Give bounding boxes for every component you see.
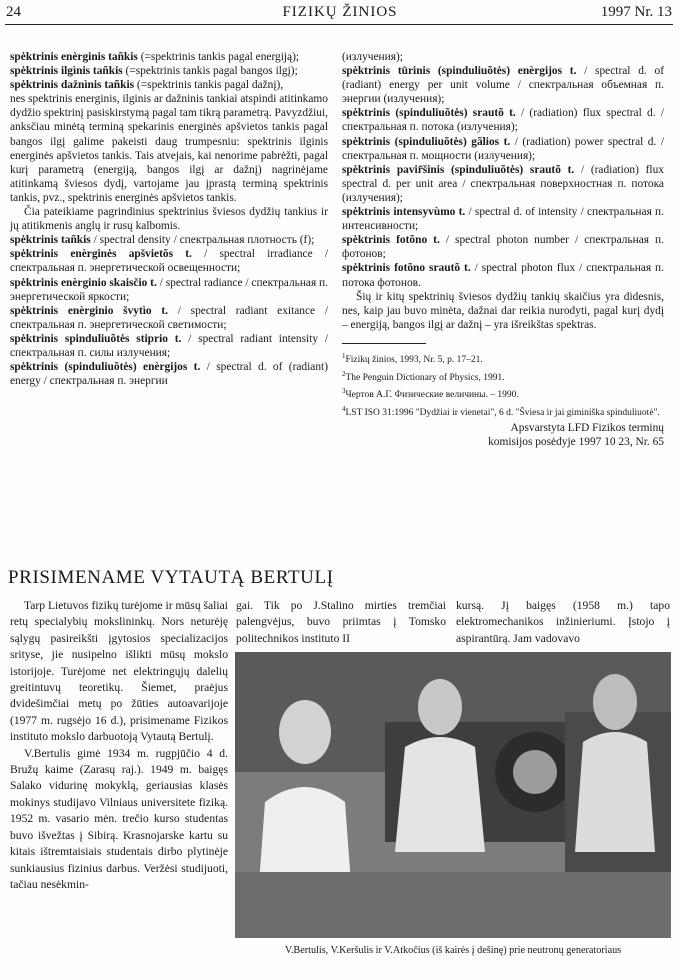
article-column-2 bbox=[236, 598, 446, 647]
term-entry bbox=[342, 205, 664, 233]
magazine-title: FIZIKŲ ŽINIOS bbox=[282, 4, 398, 20]
footnote-number: 2 bbox=[342, 369, 346, 378]
issue-number: 1997 Nr. 13 bbox=[600, 4, 672, 20]
term-name: spėktrinis spinduliuõtės stiprio t. bbox=[10, 332, 182, 345]
term-list-right bbox=[342, 64, 664, 290]
photo-caption: V.Bertulis, V.Keršulis ir V.Atkočius (iš kairės į dešinę) prie neutronų generatoriaus bbox=[284, 945, 622, 956]
footnote bbox=[342, 403, 664, 421]
footnote-number: 3 bbox=[342, 387, 346, 396]
term-name: spėktrinis (spinduliuõtės) gãlios t. bbox=[342, 135, 511, 148]
term-name: spėktrinis (spinduliuõtės) enèrgijos t. bbox=[10, 361, 201, 374]
right-column bbox=[342, 50, 664, 449]
footnote bbox=[342, 350, 664, 368]
paragraph-intro: Čia pateikiame pagrindinius spektrinius šviesos dydžių tankius ir jų atitikmenis anglų ir rusų kalbomis. bbox=[10, 206, 328, 233]
article-column-1 bbox=[10, 598, 228, 893]
footnote bbox=[342, 368, 664, 386]
article-paragraph-1: Tarp Lietuvos fizikų turėjome ir mūsų šaliai retų specialybių mokslininkų. Nors neturėję sąlygų pasireikšti įgytosios specializacijos srityse, jie nusipelno išlikti mūsų mokslo istorijoje. Turėjome net elektringųjų dalelių greitintuvų teoretikų. Šiemet, praėjus dvidešimčiai metų po žūties autoavarijoje (1977 m. rugsėjo 16 d.), prisimename Fizikos instituto mokslo darbuotoją Vytautą Bertulį. bbox=[10, 599, 228, 744]
term-entry bbox=[10, 233, 328, 247]
term-entry bbox=[10, 276, 328, 304]
footnote-text: LST ISO 31:1996 "Dydžiai ir vienetai", 6 d. "Šviesa ir jai giminiška spinduliuotė". bbox=[345, 408, 660, 418]
term-translation: / spectral photon flux / спектральная п. потока фотонов. bbox=[342, 262, 664, 289]
term-name: spėktrinis enèrginio švytìo t. bbox=[10, 304, 168, 317]
term-entry bbox=[10, 50, 328, 64]
term-entry bbox=[10, 64, 328, 78]
term-translation: / spectral radiance / спектральная п. энергетической яркости; bbox=[10, 276, 329, 303]
term-name: spėktrinis pavir̃šinis (spinduliuõtės) srautõ t. bbox=[342, 163, 575, 176]
term-entry bbox=[10, 360, 328, 388]
footnote-rule bbox=[342, 343, 426, 344]
approval-line-2: komisijos posėdyje 1997 10 23, Nr. 65 bbox=[488, 435, 664, 448]
term-entry bbox=[10, 247, 328, 275]
paragraph-closing: Šių ir kitų spektrinių šviesos dydžių tankių skaičius yra didesnis, nes, kaip jau buvo minėta, dažnai dar reikia nurodyti, pagal kurį dydį – energiją, bangos ilgį ar dažnį – yra išreikštas spektras. bbox=[342, 290, 664, 331]
term-name: spėktrinis ilgìnis tañkis bbox=[10, 65, 123, 78]
term-translation: / spectral d. of (radiant) energy per unit volume / спектральная объемная п. энергии (излучения); bbox=[342, 65, 664, 106]
term-name: spėktrinis tañkis bbox=[10, 234, 91, 247]
term-list-main bbox=[10, 233, 328, 388]
article-column-3 bbox=[456, 598, 670, 647]
left-column bbox=[10, 50, 328, 388]
term-entry bbox=[342, 64, 664, 106]
footnote bbox=[342, 385, 664, 403]
article-paragraph-4: kursą. Jį baigęs (1958 m.) tapo elektromechanikos inžinieriumi. Įstojo į aspirantūrą. Jam vadovavo bbox=[456, 599, 670, 645]
term-translation: (=spektrinis tankis pagal dažnį), bbox=[134, 79, 284, 92]
paragraph-explanation: nes spektrinis energinis, ilginis ar dažninis tankiai atspindi atitinkamo dydžio spektrinį pasiskirstymą pagal tam tikrą parametrą. Pavyzdžiui, anksčiau minėtą terminą spekarinis energinės apšvietos tankis pagal bangos ilgį galime pakeisti daug trumpesniu: spektrinis ilginis energinės apšvietos tankis. Tais atvejais, kai nenorime pabrėžti, pagal kurį parametrą (energiją, bangos ilgį ar dažnį) nagrinėjame atitinkamą šviesos dydį, vartojame jau įprastą terminą spektrinis tankis, pvz., spektrinis energinės apšvietos tankis. bbox=[10, 93, 328, 204]
term-entry bbox=[342, 163, 664, 205]
term-entry bbox=[10, 332, 328, 360]
term-name: spėktrinis intensyvùmo t. bbox=[342, 206, 466, 219]
term-translation: / spectral irradiance / спектральная п. энергетической освещенности; bbox=[10, 248, 328, 275]
term-entry bbox=[342, 135, 664, 163]
term-name: spėktrinis (spinduliuõtės) srautõ t. bbox=[342, 107, 516, 120]
term-translation: / spectral radiant intensity / спектральная п. силы излучения; bbox=[10, 332, 328, 359]
term-translation: / (radiation) flux spectral d. per unit area / спектральная поверхностная п. потока (излучения); bbox=[342, 163, 664, 204]
term-translation: (=spektrinis tankis pagal energiją); bbox=[137, 51, 300, 63]
term-name: spėktrinis dažnìnis tañkis bbox=[10, 79, 135, 92]
article-paragraph-3: gai. Tik po J.Stalino mirties tremčiai palengvėjus, buvo priimtas į Tomsko politechnikos instituto II bbox=[236, 599, 446, 645]
article-paragraph-2: V.Bertulis gimė 1934 m. rugpjūčio 4 d. Bružų kaime (Zarasų raj.). 1949 m. baigęs Salako vidurinę mokyklą, geriausias klasės mokinys studijavo Vilniaus universitete fiziką. 1952 m. vasario mėn. trečio kurso studentas buvo išvežtas į Sibirą. Krasnojarske kartu su kitais ištremtaisiais studentais dirbo plytinėje sunkiausius fizinius darbus. Veržėsi studijuoti, tačiau nesėkmin- bbox=[10, 746, 228, 891]
term-entry bbox=[10, 304, 328, 332]
term-entry bbox=[342, 233, 664, 261]
approval-note bbox=[342, 421, 664, 449]
term-translation: / (radiation) flux spectral d. / спектральная п. потока (излучения); bbox=[342, 107, 665, 134]
term-name: spėktrinis enèrginis tañkis bbox=[10, 51, 138, 63]
article-photo bbox=[235, 652, 671, 938]
header-rule bbox=[5, 24, 673, 25]
continued-term: (излучения); bbox=[342, 51, 403, 63]
term-translation: / spectral d. of (radiant) energy / спектральная п. энергии bbox=[10, 361, 328, 388]
term-name: spėktrinis enèrginės apšvietõs t. bbox=[10, 248, 192, 261]
approval-line-1: Apsvarstyta LFD Fizikos terminų bbox=[510, 421, 664, 434]
term-translation: / spectral density / спектральная плотность (f); bbox=[90, 234, 315, 247]
term-name: spėktrinis fotõno srautõ t. bbox=[342, 262, 471, 275]
footnote-number: 4 bbox=[342, 404, 346, 413]
term-translation: / spectral radiant exitance / спектральная п. энергетической светимости; bbox=[10, 304, 328, 331]
page-number: 24 bbox=[6, 4, 21, 20]
footnote-text: The Penguin Dictionary of Physics, 1991. bbox=[345, 372, 505, 383]
term-name: spėktrinis fotõno t. bbox=[342, 234, 440, 247]
footnote-text: Чертов А.Г. Физические величины. – 1990. bbox=[345, 390, 519, 401]
footnote-text: Fizikų žinios, 1993, Nr. 5, p. 17–21. bbox=[345, 355, 483, 366]
term-name: spėktrinis enèrginio skaisčio t. bbox=[10, 276, 157, 289]
term-translation: (=spektrinis tankis pagal bangos ilgį); bbox=[122, 65, 298, 78]
term-entry bbox=[10, 78, 328, 92]
term-name: spėktrinis tūrinis (spinduliuõtės) enèrgijos t. bbox=[342, 65, 577, 78]
page-header bbox=[0, 0, 680, 26]
photo-illustration bbox=[235, 652, 671, 938]
term-list-top bbox=[10, 50, 328, 92]
term-translation: / (radiation) power spectral d. / спектральная п. мощности (излучения); bbox=[342, 135, 664, 162]
footnotes bbox=[342, 350, 664, 421]
term-translation: / spectral d. of intensity / спектральная п. интенсивности; bbox=[342, 206, 664, 233]
footnote-number: 1 bbox=[342, 351, 346, 360]
term-entry bbox=[342, 106, 664, 134]
term-entry bbox=[342, 261, 664, 289]
article-title: PRISIMENAME VYTAUTĄ BERTULĮ bbox=[8, 567, 334, 588]
term-translation: / spectral photon number / спектральная п. фотонов; bbox=[342, 234, 665, 261]
